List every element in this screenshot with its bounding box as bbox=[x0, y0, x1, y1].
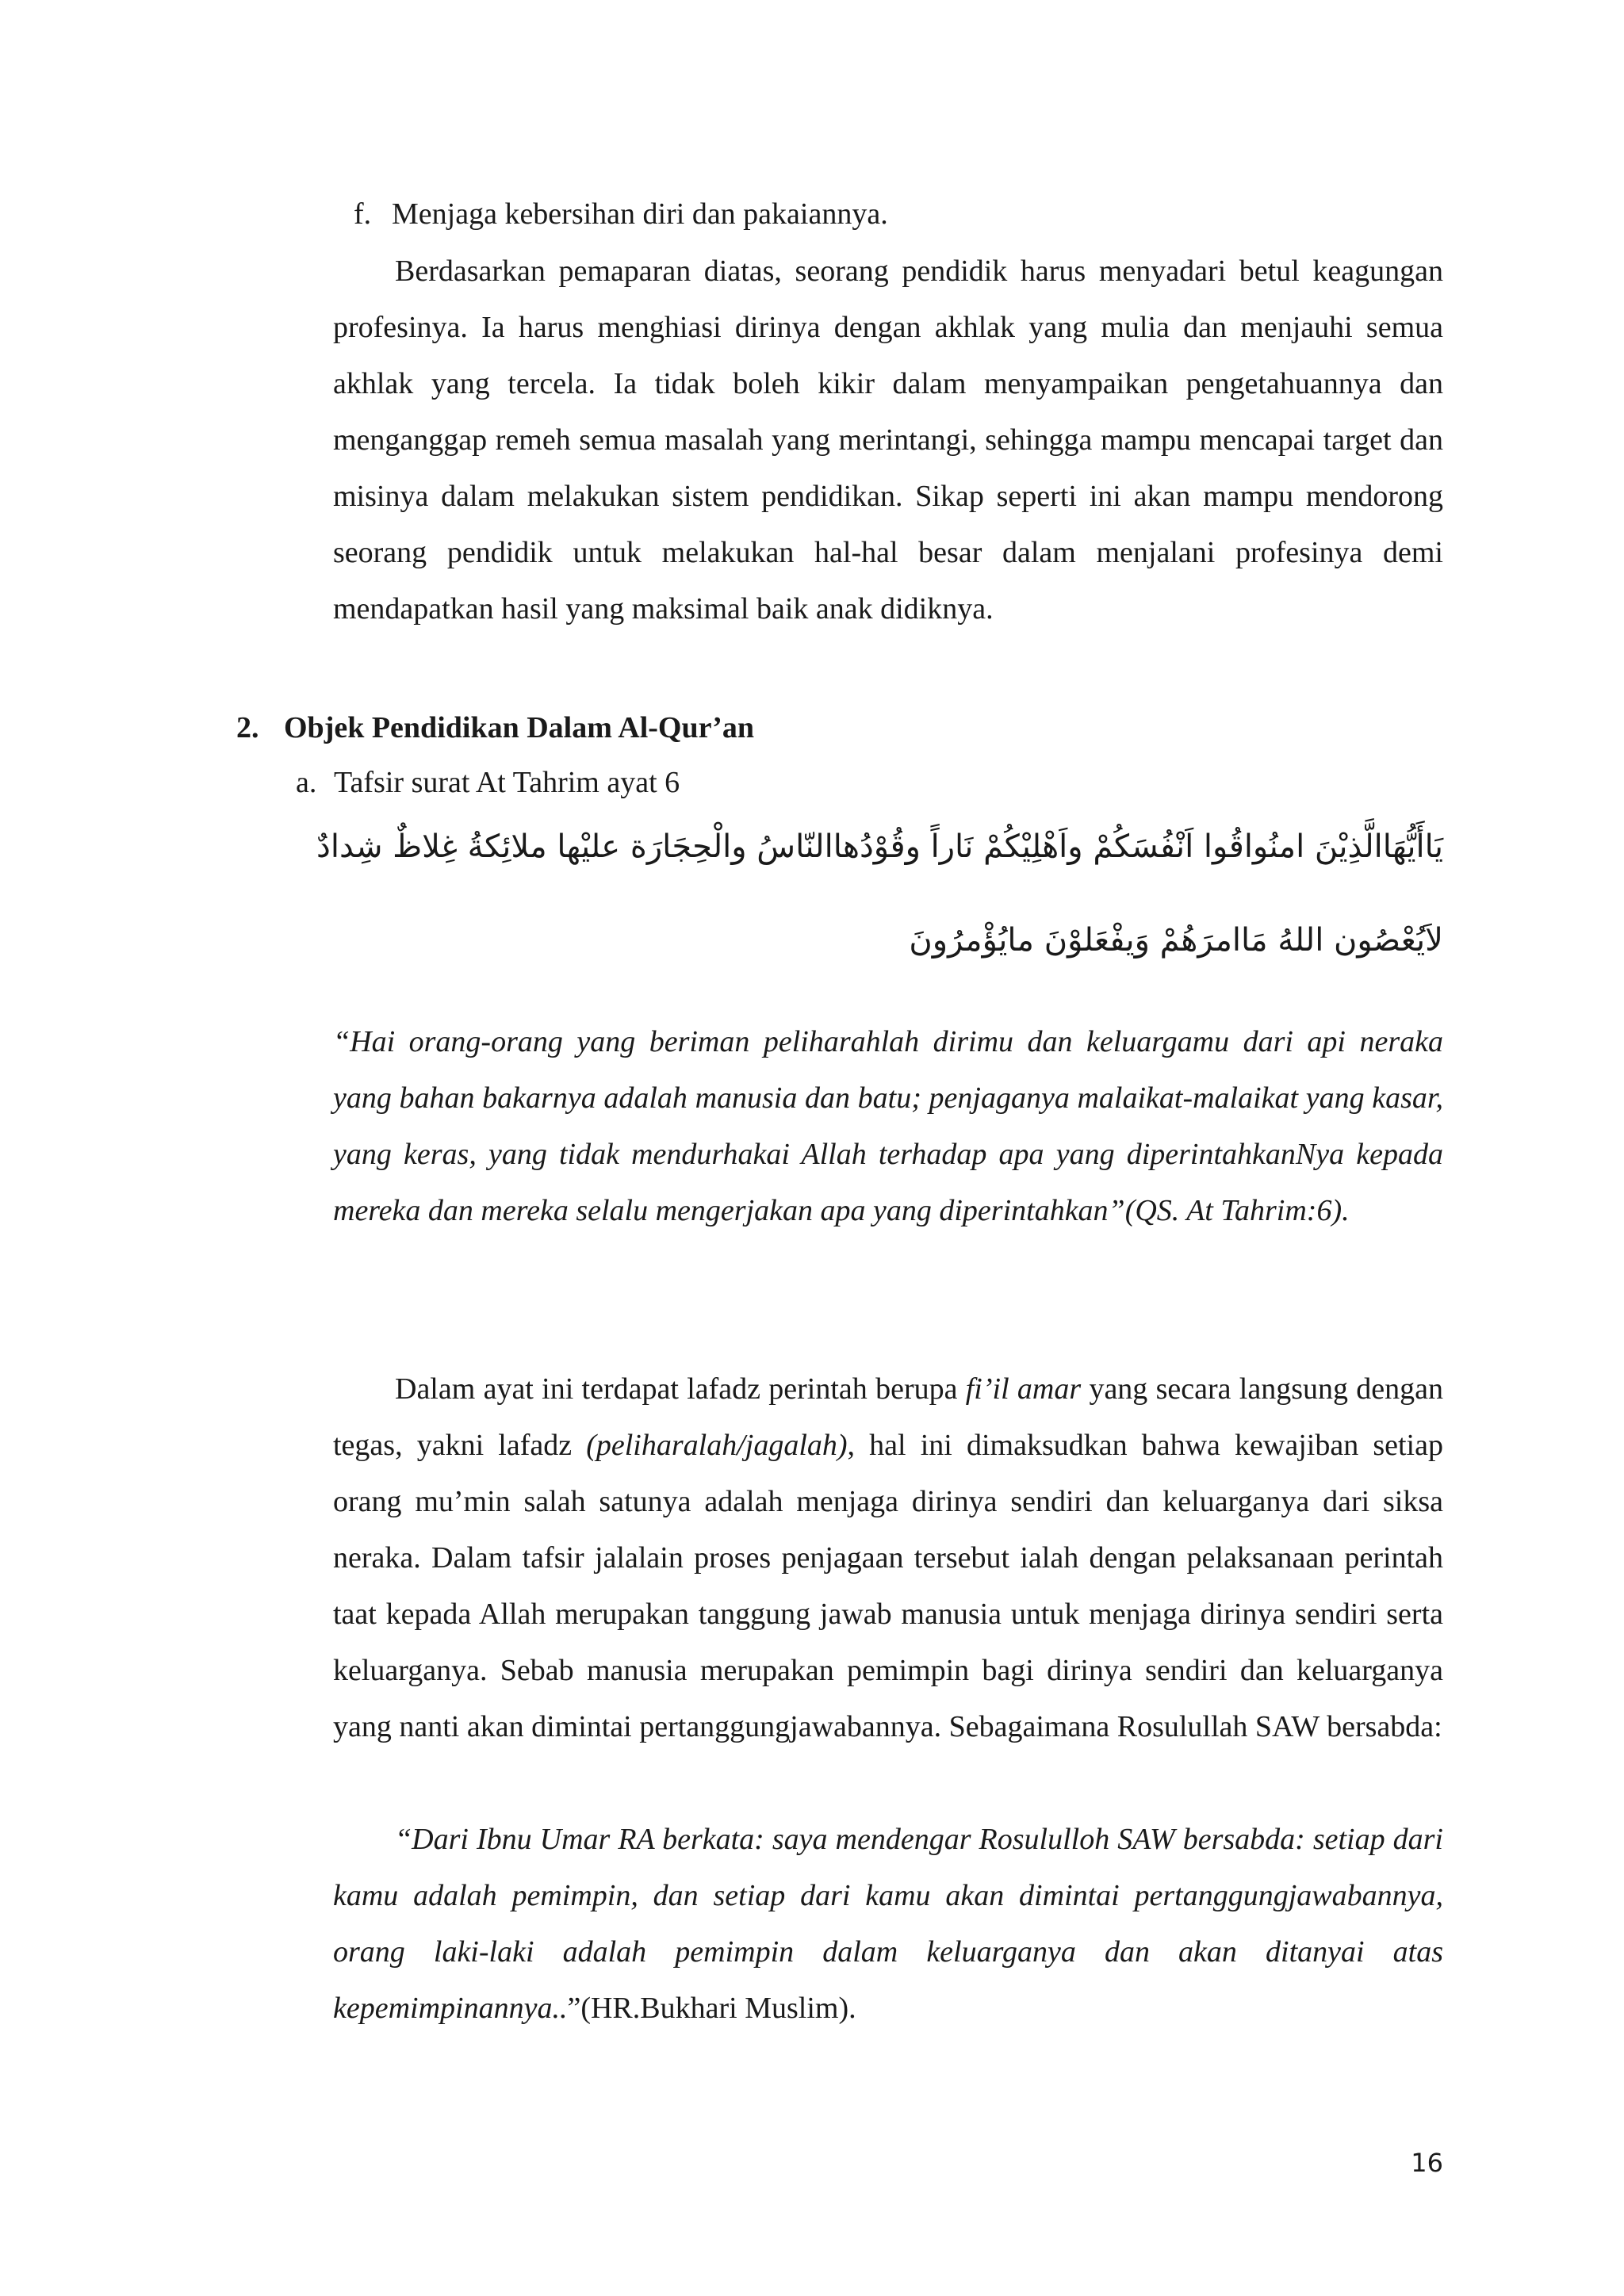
subsection-title: Tafsir surat At Tahrim ayat 6 bbox=[334, 766, 680, 799]
hadith-source: ”(HR.Bukhari Muslim). bbox=[567, 1992, 856, 2025]
paragraph-2-text-3: , hal ini dimaksudkan bahwa kewajiban setiap orang mu’min salah satunya adalah menjaga dirinya sendiri dan keluarganya dari siksa neraka. Dalam tafsir jalalain proses penjagaan tersebut ialah dengan pelaksanaan perintah taat kepada Allah merupakan tanggung jawab manusia untuk menjaga dirinya sendiri serta keluarganya. Sebab manusia merupakan pemimpin bagi dirinya sendiri dan keluarganya yang nanti akan dimintai pertanggungjawabannya. Sebagaimana Rosulullah SAW bersabda: bbox=[333, 1429, 1443, 1743]
subsection-heading-a bbox=[296, 763, 680, 802]
arabic-verse-line-2: لاَيُعْصُون اللهُ مَاامرَهُمْ وَيفْعَلوْنَ مايُؤْمرُونَ bbox=[909, 922, 1443, 959]
page-number: 16 bbox=[1411, 2148, 1443, 2178]
list-marker: f. bbox=[354, 197, 372, 231]
paragraph-2 bbox=[333, 1361, 1443, 1755]
verse-translation: “Hai orang-orang yang beriman peliharahlah dirimu dan keluargamu dari api neraka yang bahan bakarnya adalah manusia dan batu; penjaganya malaikat-malaikat yang kasar, yang keras, yang tidak mendurhakai Allah terhadap apa yang diperintahkanNya kepada mereka dan mereka selalu mengerjakan apa yang diperintahkan”(QS. At Tahrim:6). bbox=[333, 1025, 1443, 1227]
arabic-verse-line-1: يَاأَيُّهَاالَّذِيْنَ امنُواقُوا اَنْفُسَكُمْ واَهْلِيْكُمْ نَاراً وقُوْدُهاالنّاسُ والْحِجَارَة عليْها ملائِكةُ غِلاظٌ شِدادٌ bbox=[316, 828, 1443, 865]
paragraph-2-text-2: yang secara langsung dengan tegas, yakni lafadz bbox=[333, 1372, 1444, 1462]
paragraph-1: Berdasarkan pemaparan diatas, seorang pendidik harus menyadari betul keagungan profesinya. Ia harus menghiasi dirinya dengan akhlak yang mulia dan menjauhi semua akhlak yang tercela. Ia tidak boleh kikir dalam menyampaikan pengetahuannya dan menganggap remeh semua masalah yang merintangi, sehingga mampu mencapai target dan misinya dalam melakukan sistem pendidikan. Sikap seperti ini akan mampu mendorong seorang pendidik untuk melakukan hal-hal besar dalam menjalani profesinya demi mendapatkan hasil yang maksimal baik anak didiknya. bbox=[333, 254, 1443, 626]
hadith-text: “Dari Ibnu Umar RA berkata: saya mendengar Rosululloh SAW bersabda: setiap dari kamu adalah pemimpin, dan setiap dari kamu akan dimintai pertanggungjawabannya, orang laki-laki adalah pemimpin dalam keluarganya dan akan ditanyai atas kepemimpinannya.. bbox=[333, 1823, 1443, 2025]
list-item-f bbox=[354, 194, 888, 234]
section-title: Objek Pendidikan Dalam Al-Qur’an bbox=[284, 711, 754, 744]
term-peliharalah: (peliharalah/jagalah) bbox=[586, 1429, 848, 1462]
paragraph-2-text-1: Dalam ayat ini terdapat lafadz perintah berupa bbox=[395, 1372, 966, 1406]
term-fiil-amar: fi’il amar bbox=[965, 1372, 1082, 1406]
hadith-quote bbox=[333, 1812, 1443, 2037]
subsection-marker: a. bbox=[296, 766, 317, 799]
list-item-text: Menjaga kebersihan diri dan pakaiannya. bbox=[392, 197, 888, 231]
section-heading-2 bbox=[236, 708, 754, 748]
section-number: 2. bbox=[236, 711, 259, 744]
